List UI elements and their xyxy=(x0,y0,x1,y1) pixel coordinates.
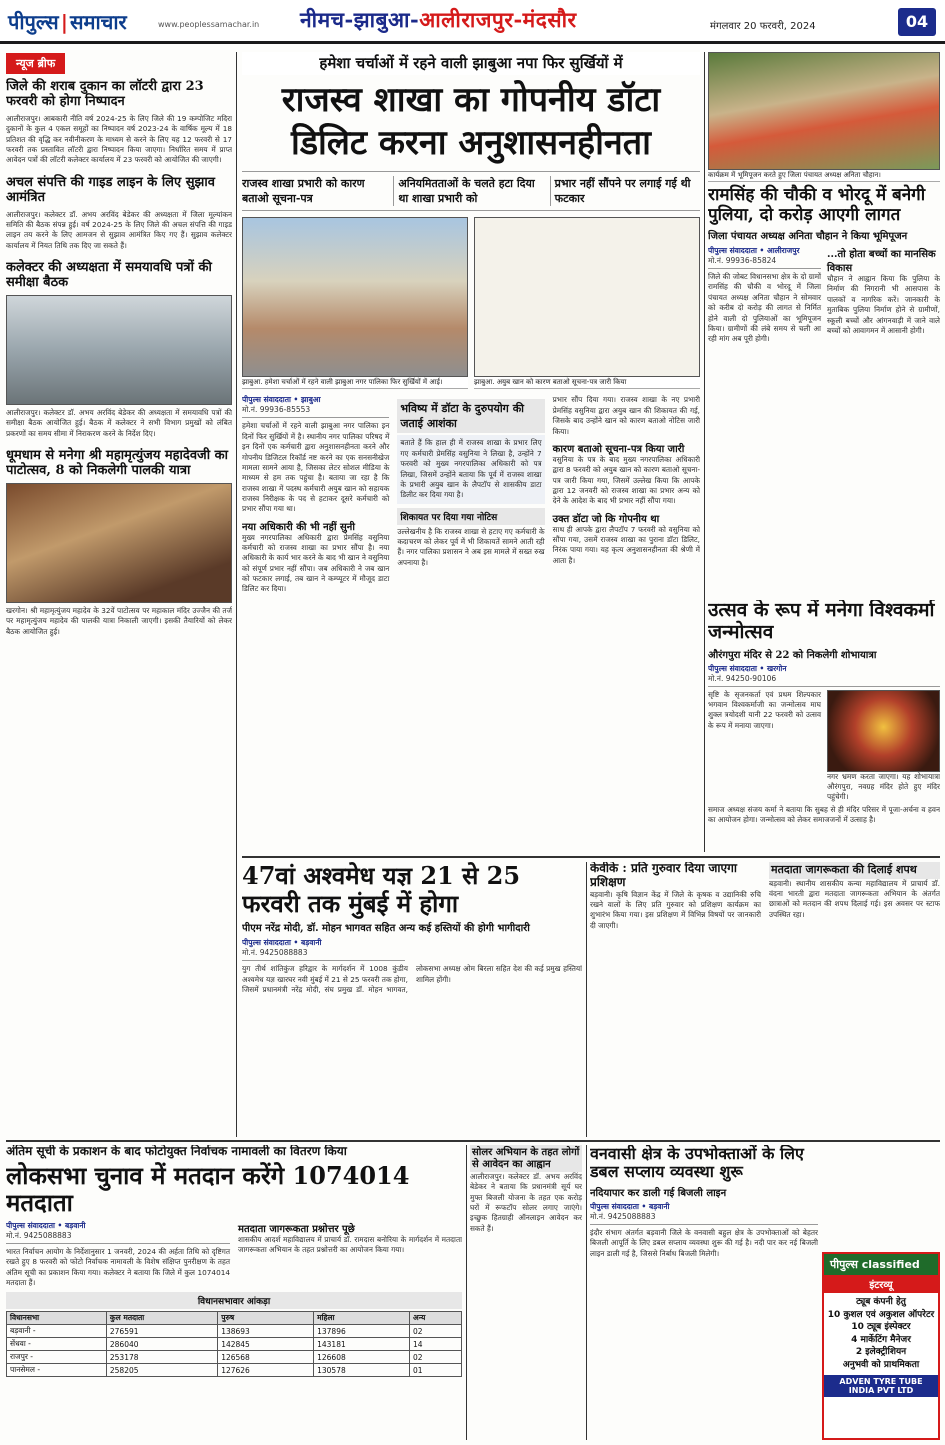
loksabha-byline-name: पीपुल्स संवाददाता xyxy=(6,1220,55,1230)
vanvasi-byline-name: पीपुल्स संवाददाता xyxy=(590,1201,639,1211)
vishwakarma-story xyxy=(708,600,940,852)
voter-body: बड़वानी। स्थानीय शासकीय कन्या महाविद्यालय में प्राचार्य डॉ. वंदना भारती द्वारा मतदाता जागरूकता अभियान के अंतर्गत छात्राओं को मतदान की शपथ दिलाई गई। इस अवसर पर स्टाफ उपस्थित रहा। xyxy=(769,878,940,919)
table-cell: 137896 xyxy=(314,1325,410,1338)
loksabha-body-2: शासकीय आदर्श महाविद्यालय में प्राचार्य डॉ. रामदास बनोरिया के मार्गदर्शन में मतदाता जागरूकता अभियान के तहत प्रश्नोत्तरी का आयोजन किया गया। xyxy=(238,1234,462,1255)
region-title xyxy=(300,6,577,34)
table-cell: पानसेमल - xyxy=(7,1364,107,1377)
vanvasi-byline: पीपुल्स संवाददाता • बड़वानी मो.नं. 9425088883 xyxy=(590,1202,818,1225)
column-rule xyxy=(466,1145,467,1440)
voter-table-header-row xyxy=(7,1312,462,1325)
brand-logo: पीपुल्स | समाचार xyxy=(8,10,127,34)
lead-col3-body: प्रभार सौंप दिया गया। राजस्व शाखा के नए प्रभारी प्रेमसिंह वसुनिया द्वारा अयुब खान की शिकायत की गई, जिसके बाद उन्होंने खान को कारण बताओ नोटिस जारी किया। xyxy=(552,395,700,436)
table-cell: बड़वानी - xyxy=(7,1325,107,1338)
loksabha-byline: पीपुल्स संवाददाता • बड़वानी मो.नं. 9425088883 xyxy=(6,1221,230,1244)
voter-table-header: कुल मतदाता xyxy=(106,1312,217,1325)
lead-body-2: मुख्य नगरपालिका अधिकारी द्वारा प्रेमसिंह वसुनिया कर्मचारी को राजस्व शाखा का प्रभार सौंपा है। नया अधिकारी के कार्य भार करने के बाद भी खान ने वसुनिया को संपूर्ण प्रभार नहीं सौंपा। जब अधिकारी ने जब खान को फटकार लगाई, तब खान ने कम्प्यूटर में मौजूद डाटा डिलिट कर दिया। xyxy=(242,532,390,594)
lead-box-body: बताते हैं कि हाल ही में राजस्व शाखा के प्रभार लिए गए कर्मचारी प्रेमसिंह वसुनिया ने लिखा है, उन्होंने 7 फरवरी को मुख्य नगरपालिका अधिकारी को पत्र लिखा, जिसमें उन्होंने बताया कि पूर्व में राजस्व शाखा के प्रभारी अयुब खान के लैपटॉप से शासकीय डाटा डिलीट कर दिया गया है। xyxy=(397,435,544,503)
vishwakarma-byline: पीपुल्स संवाददाता • खरगोन मो.नं. 94250-90106 xyxy=(708,664,940,687)
municipality-building-photo xyxy=(242,217,468,377)
temple-meeting-photo xyxy=(6,483,232,603)
brief-1-body: आलीराजपुर। आबकारी नीति वर्ष 2024-25 के लिए जिले की 19 कम्पोजिट मदिरा दुकानों के कुल 4 एकल समूहों का निष्पादन वर्ष 2023-24 के वार्षिक मूल्य में 18 प्रतिशत की वृद्धि कर नवीनीकरण के माध्यम से करने के लिए यह 12 फरवरी से 17 फरवरी तक प्रस्तावित लॉटरी द्वारा निष्पादन किया जाएगा। निर्धारित समय में प्राप्त आवेदन पत्रों की लॉटरी कलेक्टर कार्यालय में 23 फरवरी को आयोजित की जाएगी। xyxy=(6,113,232,165)
lead-kicker: हमेशा चर्चाओं में रहने वाली झाबुआ नपा फिर सुर्खियों में xyxy=(242,52,700,75)
vanvasi-body: इंदौर संभाग अंतर्गत बड़वानी जिले के वनवासी बहुल क्षेत्र के उपभोक्ताओं को बेहतर बिजली आपूर्ति के लिए डबल सप्लाय व्यवस्था शुरू की गई है। नदी पार कर नई बिजली लाइन डाली गई है, जिससे निर्बाध बिजली मिलेगी। xyxy=(590,1227,818,1258)
lead-photo-1-caption: झाबुआ. हमेशा चर्चाओं में रहने वाली झाबुआ नगर पालिका फिर सुर्खियों में आई। xyxy=(242,377,468,389)
lead-photo-2-caption: झाबुआ. अयुब खान को कारण बताओ सूचना-पत्र जारी किया xyxy=(474,377,700,389)
ashwamedh-byline-mobile: मो.नं. 9425088883 xyxy=(242,948,308,958)
brand-name-a: पीपुल्स xyxy=(8,10,59,34)
lead-body-columns xyxy=(242,395,700,594)
meeting-photo xyxy=(6,295,232,405)
loksabha-byline-place: बड़वानी xyxy=(64,1220,86,1230)
ashwamedh-deck: पीएम नरेंद्र मोदी, डॉ. मोहन भागवत सहित अन्य कई हस्तियों की होगी भागीदारी xyxy=(242,923,530,935)
vishwakarma-photo-block xyxy=(827,690,940,803)
section-rule xyxy=(6,1140,940,1142)
lead-byline: पीपुल्स संवाददाता • झाबुआ मो.नं. 99936-85553 xyxy=(242,395,389,418)
classified-line: अनुभवी को प्राथमिकता xyxy=(842,1359,920,1370)
classified-label: classified xyxy=(861,1258,920,1271)
table-cell: 138693 xyxy=(218,1325,314,1338)
solar-headline: सोलर अभियान के तहत लोगों से आवेदन का आह्वान xyxy=(470,1145,582,1172)
lead-headline-1: राजस्व शाखा का गोपनीय डॉटा xyxy=(281,80,661,121)
table-cell: 258205 xyxy=(106,1364,217,1377)
brief-4-headline: धूमधाम से मनेगा श्री महामृत्युंजय महादेवजी का पाटोत्सव, 8 को निकलेगी पालकी यात्रा xyxy=(6,447,228,478)
pulia-photo-caption: कार्यक्रम में भूमिपूजन करते हुए जिला पंचायत अध्यक्ष अनिता चौहान। xyxy=(708,170,940,182)
vishwakarma-byline-mobile: मो.नं. 94250-90106 xyxy=(708,673,777,683)
notice-letter-photo xyxy=(474,217,700,377)
news-brief-column xyxy=(6,52,232,1137)
lead-headline-2: डिलिट करना अनुशासनहीनता xyxy=(291,123,651,164)
classified-body xyxy=(824,1293,938,1375)
lead-photos xyxy=(242,217,700,389)
ashwamedh-byline: पीपुल्स संवाददाता • बड़वानी मो.नं. 9425088883 xyxy=(242,938,405,961)
pulia-byline-name: पीपुल्स संवाददाता xyxy=(708,246,757,256)
kvk-body: बड़वानी। कृषि विज्ञान केंद्र में जिले के कृषक व उद्यानिकी रुचि रखने वालों के लिए प्रति गुरुवार को प्रशिक्षण कार्यक्रम का शुभारंभ किया गया। इस प्रशिक्षण में विभिन्न विषयों पर जानकारी दी जाएगी। xyxy=(590,889,761,930)
vishwakarma-caption: नगर भ्रमण करता जाएगा। यह शोभायात्रा औरंगपुरा, नवग्रह मंदिर होते हुए मंदिर पहुंचेगी। xyxy=(827,771,940,802)
vishwakarma-columns xyxy=(708,690,940,803)
pulia-columns xyxy=(708,246,940,345)
brand-name-b: समाचार xyxy=(69,10,127,34)
table-row xyxy=(7,1325,462,1338)
classified-brand: पीपुल्स xyxy=(830,1258,858,1271)
lead-body-1: हमेशा चर्चाओं में रहने वाली झाबुआ नगर पालिका इन दिनों फिर सुर्खियों में है। स्थानीय नगर पालिका परिषद में इन दिनों एक कर्मचारी द्वारा अनुशासनहीनता करने और गोपनीय डिजिटल रिकॉर्ड नष्ट करने का एक सनसनीखेज मामला सामने आया है, जिसका लेटर सोशल मीडिया के माध्यम से हम तक पहुंचा है। बताया जा रहा है कि राजस्व शाखा में पदस्थ कर्मचारी अयुब खान को सहायक राजस्व निरीक्षक के पद से हटाकर दूसरे कर्मचारी को प्रभार सौंपा गया था। xyxy=(242,421,390,514)
table-cell: 126568 xyxy=(218,1351,314,1364)
bhoomipujan-photo xyxy=(708,52,940,170)
lead-decks xyxy=(242,171,700,211)
lead-box-headline: भविष्य में डॉटा के दुरुपयोग की जताई आशंका xyxy=(397,399,544,433)
table-cell: 130578 xyxy=(314,1364,410,1377)
lead-deck-2: अनियमितताओं के चलते हटा दिया था शाखा प्रभारी को xyxy=(393,176,543,206)
pulia-col-1 xyxy=(708,246,821,345)
pulia-byline: पीपुल्स संवाददाता • आलीराजपुर मो.नं. 99936-85824 xyxy=(708,246,821,269)
kvk-row xyxy=(590,862,940,931)
region-title-a: नीमच-झाबुआ- xyxy=(300,7,420,32)
classified-line: 2 इलेक्ट्रीशियन xyxy=(855,1347,907,1358)
pulia-body-2: चौहान ने आह्वान किया कि पुलिया के निर्माण की निगरानी भी आसपास के पालकों व नागरिक करें। जानकारी के मुताबिक पुलिया निर्माण होने से ग्रामीणों, स्कूली बच्चों और आंगनवाड़ी में जाने वाले बच्चों को आवागमन में आसानी होगी। xyxy=(827,274,940,335)
brief-1-headline: जिले की शराब दुकान का लॉटरी द्वारा 23 फरवरी को होगा निष्पादन xyxy=(6,79,204,109)
vishwakarma-byline-place: खरगोन xyxy=(766,663,787,673)
pulia-deck: जिला पंचायत अध्यक्ष अनिता चौहान ने किया भूमिपूजन xyxy=(708,231,908,243)
table-row xyxy=(7,1338,462,1351)
dateline: मंगलवार 20 फरवरी, 2024 xyxy=(710,21,816,32)
voter-table-title: विधानसभावार आंकड़ा xyxy=(6,1292,462,1309)
brief-4-caption: खरगोन। श्री महामृत्युंजय महादेव के 32वें पाटोत्सव पर महाकाल मंदिर उज्जैन की तर्ज पर महामृत्युंजय महादेव की पालकी यात्रा निकाली जाएगी। इसकी तैयारियों को लेकर बैठक आयोजित हुई। xyxy=(6,605,232,636)
voter-table-header: पुरुष xyxy=(218,1312,314,1325)
lead-byline-mobile: मो.नं. 99936-85553 xyxy=(242,405,311,415)
kvk-headline: केवीके : प्रति गुरुवार दिया जाएगा प्रशिक्षण xyxy=(590,862,737,889)
table-cell: सेंधवा - xyxy=(7,1338,107,1351)
table-cell: राजपुर - xyxy=(7,1351,107,1364)
loksabha-story xyxy=(6,1145,462,1440)
lead-col-1 xyxy=(242,395,389,594)
vishwakarma-headline: उत्सव के रूप में मनेगा विश्वकर्मा जन्मोत्सव xyxy=(708,600,935,643)
kvk-voter-block xyxy=(590,862,940,1137)
column-rule xyxy=(236,52,237,1137)
table-cell: 02 xyxy=(410,1351,462,1364)
voter-table-header: विधानसभा xyxy=(7,1312,107,1325)
ashwamedh-story xyxy=(242,862,582,1137)
website-url[interactable]: www.peoplessamachar.in xyxy=(158,20,260,29)
pulia-byline-mobile: मो.नं. 99936-85824 xyxy=(708,256,777,266)
classified-line: 4 मार्केटिंग मैनेजर xyxy=(851,1334,911,1345)
lead-sub-1: नया अधिकारी की भी नहीं सुनी xyxy=(242,521,355,533)
classified-company: ADVEN TYRE TUBE INDIA PVT LTD xyxy=(824,1375,938,1397)
vishwakarma-byline-name: पीपुल्स संवाददाता xyxy=(708,663,757,673)
vishwakarma-deck: औरंगपुरा मंदिर से 22 को निकलेगी शोभायात्रा xyxy=(708,649,877,661)
lead-photo-2-block xyxy=(474,217,700,389)
classified-ad[interactable] xyxy=(822,1252,940,1440)
ashwamedh-body: युग तीर्थ शांतिकुंज हरिद्वार के मार्गदर्शन में 1008 कुंडीय अश्वमेध यज्ञ खारघर नवी मुंबई में 21 से 25 फरवरी तक होगा, जिसमें प्रधानमंत्री नरेंद्र मोदी, संघ प्रमुख डॉ. मोहन भागवत, लोकसभा अध्यक्ष ओम बिरला सहित देश की कई प्रमुख हस्तियां शामिल होंगी। xyxy=(242,964,582,994)
classified-header xyxy=(824,1254,938,1275)
pulia-body: जिले की जोबट विधानसभा क्षेत्र के दो ग्रामों रामसिंह की चौकी व भोरदू में जिला पंचायत अध्यक्ष अनिता चौहान ने सोमवार को करीब दो करोड़ की लागत से निर्मित होने वाली दो पुलियाओं का भूमिपूजन किया। ग्रामीणों की लंबे समय से चली आ रही मांग अब पूरी होगी। xyxy=(708,272,821,344)
table-cell: 01 xyxy=(410,1364,462,1377)
table-cell: 126608 xyxy=(314,1351,410,1364)
voter-headline: मतदाता जागरूकता की दिलाई शपथ xyxy=(769,862,940,879)
column-rule xyxy=(704,52,705,852)
brief-3-headline: कलेक्टर की अध्यक्षता में समयावधि पत्रों की समीक्षा बैठक xyxy=(6,259,212,290)
vanvasi-byline-mobile: मो.नं. 9425088883 xyxy=(590,1211,656,1221)
table-cell: 02 xyxy=(410,1325,462,1338)
solar-story xyxy=(470,1145,582,1440)
table-row xyxy=(7,1364,462,1377)
vanvasi-headline: वनवासी क्षेत्र के उपभोक्ताओं के लिए डबल सप्लाय व्यवस्था शुरू xyxy=(590,1145,804,1182)
section-rule xyxy=(242,856,940,858)
vanvasi-byline-place: बड़वानी xyxy=(648,1201,670,1211)
pulia-sub: ...तो होता बच्चों का मानसिक विकास xyxy=(827,249,936,275)
table-cell: 276591 xyxy=(106,1325,217,1338)
lead-byline-place: झाबुआ xyxy=(300,395,321,405)
loksabha-body: भारत निर्वाचन आयोग के निर्देशानुसार 1 जनवरी, 2024 की अर्हता तिथि को दृष्टिगत रखते हुए 8 फरवरी को फोटो निर्वाचक नामावली के विशेष संक्षिप्त पुनरीक्षण के तहत अंतिम सूची का प्रकाशन किया गया। कलेक्टर ने बताया कि जिले में कुल 1074014 मतदाता हैं। xyxy=(6,1246,230,1288)
brief-2-body: आलीराजपुर। कलेक्टर डॉ. अभय अरविंद बेडेकर की अध्यक्षता में जिला मूल्यांकन समिति की बैठक संपन्न हुई। वर्ष 2024-25 के लिए जिले की अचल संपत्ति की गाइड लाइन तय करने के लिए आमजन से सुझाव आमंत्रित किए गए हैं। सुझाव कलेक्टर कार्यालय में नियत तिथि तक दिए जा सकते हैं। xyxy=(6,209,232,250)
loksabha-col-1 xyxy=(6,1221,230,1288)
lead-col3-body-2: वसुनिया के पत्र के बाद मुख्य नगरपालिका अधिकारी द्वारा 8 फरवरी को अयुब खान को कारण बताओ सूचना-पत्र जारी किया गया, जिसमें उल्लेख किया कि आपके द्वारा 12 जनवरी को राजस्व शाखा का प्रभार अन्य को देने के आदेश के बाद भी प्रभार नहीं सौंपा गया। xyxy=(552,454,700,506)
lead-col3-sub-2: उक्त डॉटा जो कि गोपनीय था xyxy=(552,513,660,525)
lead-deck-3: प्रभार नहीं सौंपने पर लगाई गई थी फटकार xyxy=(550,176,700,206)
vanvasi-deck: नदियापार कर डाली गई बिजली लाइन xyxy=(590,1187,727,1199)
vishwakarma-body: सृष्टि के सृजनकर्ता एवं प्रथम शिल्पकार भगवान विश्वकर्माजी का जन्मोत्सव माघ शुक्ल त्रयोदशी यानी 22 फरवरी को उत्सव के रूप में मनाया जाएगा। xyxy=(708,689,821,730)
vanvasi-story xyxy=(590,1145,818,1440)
lead-col-2 xyxy=(397,395,544,594)
ashwamedh-headline-1: 47वां अश्वमेध यज्ञ 21 से 25 xyxy=(242,862,521,890)
pulia-byline-place: आलीराजपुर xyxy=(766,246,800,256)
voter-table-header: अन्य xyxy=(410,1312,462,1325)
voter-story xyxy=(769,862,940,931)
brief-3-caption: आलीराजपुर। कलेक्टर डॉ. अभय अरविंद बेडेकर की अध्यक्षता में समयावधि पत्रों की समीक्षा बैठक आयोजित हुई। बैठक में कलेक्टर ने सभी विभाग प्रमुखों को लंबित प्रकरणों का समय सीमा में निराकरण करने के निर्देश दिए। xyxy=(6,407,232,438)
deity-photo xyxy=(827,690,940,772)
lead-col3-body-3: साथ ही आपके द्वारा लैपटॉप 7 फरवरी को वसुनिया को सौंपा गया, उसमें राजस्व शाखा का पुराना डॉटा डिलिट, निरंक पाया गया। यह कृत्य अनुशासनहीनता की श्रेणी में आता है। xyxy=(552,524,700,565)
pulia-headline: रामसिंह की चौकी व भोरदू में बनेगी पुलिया, दो करोड़ आएगी लागत xyxy=(708,185,926,225)
table-cell: 253178 xyxy=(106,1351,217,1364)
loksabha-headline: लोकसभा चुनाव में मतदान करेंगे 1074014 मतदाता xyxy=(6,1160,410,1218)
page-number: 04 xyxy=(898,8,936,36)
classified-title: इंटरव्यू xyxy=(824,1275,938,1293)
table-row xyxy=(7,1351,462,1364)
table-cell: 14 xyxy=(410,1338,462,1351)
table-cell: 286040 xyxy=(106,1338,217,1351)
vishwakarma-body-2: समाज अध्यक्ष संजय कर्मा ने बताया कि सुबह से ही मंदिर परिसर में पूजा-अर्चना व हवन का आयोजन होगा। जन्मोत्सव को लेकर समाजजनों में उत्साह है। xyxy=(708,804,940,825)
lead-photo-1-block xyxy=(242,217,468,389)
voter-table xyxy=(6,1311,462,1377)
column-rule xyxy=(586,1145,587,1440)
solar-body: आलीराजपुर। कलेक्टर डॉ. अभय अरविंद बेडेकर ने बताया कि प्रधानमंत्री सूर्य घर मुफ्त बिजली योजना के तहत एक करोड़ घरों में रूफटॉप सोलर लगाए जाएंगे। इच्छुक हितग्राही ऑनलाइन आवेदन कर सकते हैं। xyxy=(470,1172,582,1233)
loksabha-sub: मतदाता जागरूकता प्रश्नोत्तर पूछे xyxy=(238,1223,355,1235)
lead-col3-sub: कारण बताओ सूचना-पत्र किया जारी xyxy=(552,443,685,455)
table-cell: 127626 xyxy=(218,1364,314,1377)
classified-line: ट्यूब कंपनी हेतु xyxy=(856,1297,906,1307)
lead-byline-name: पीपुल्स संवाददाता xyxy=(242,395,291,405)
column-rule xyxy=(586,862,587,1137)
lead-story xyxy=(242,52,700,852)
loksabha-col-2 xyxy=(238,1221,462,1288)
pulia-story xyxy=(708,52,940,597)
news-brief-tag: न्यूज ब्रीफ xyxy=(6,53,65,74)
region-title-b: आलीराजपुर-मंदसौर xyxy=(419,7,577,32)
loksabha-kicker: अंतिम सूची के प्रकाशन के बाद फोटोयुक्त निर्वाचक नामावली का वितरण किया xyxy=(6,1145,347,1158)
ashwamedh-byline-place: बड़वानी xyxy=(300,938,322,948)
lead-deck-1: राजस्व शाखा प्रभारी को कारण बताओ सूचना-पत्र xyxy=(242,177,365,206)
loksabha-columns xyxy=(6,1221,462,1288)
kvk-story xyxy=(590,862,761,931)
ashwamedh-byline-name: पीपुल्स संवाददाता xyxy=(242,938,291,948)
ashwamedh-headline-2: फरवरी तक मुंबई में होगा xyxy=(242,888,459,918)
classified-line: 10 ट्यूब इंस्पेक्टर xyxy=(851,1322,911,1333)
loksabha-byline-mobile: मो.नं. 9425088883 xyxy=(6,1230,72,1240)
pulia-col-2 xyxy=(827,246,940,345)
brief-2-headline: अचल संपत्ति की गाइड लाइन के लिए सुझाव आमंत्रित xyxy=(6,174,215,205)
notice-headline: शिकायत पर दिया गया नोटिस xyxy=(397,508,544,525)
voter-table-header: महिला xyxy=(314,1312,410,1325)
notice-body: उल्लेखनीय है कि राजस्व शाखा से हटाए गए कर्मचारी के कदाचरण को लेकर पूर्व में भी शिकायतें सामने आती रही हैं। नगर पालिका प्रशासन ने अब इस मामले में सख्त रुख अपनाया है। xyxy=(397,526,545,567)
masthead xyxy=(0,0,945,44)
table-cell: 143181 xyxy=(314,1338,410,1351)
table-cell: 142845 xyxy=(218,1338,314,1351)
lead-col-3 xyxy=(553,395,700,594)
classified-line: 10 कुशल एवं अकुशल ऑपरेटर xyxy=(827,1309,935,1320)
